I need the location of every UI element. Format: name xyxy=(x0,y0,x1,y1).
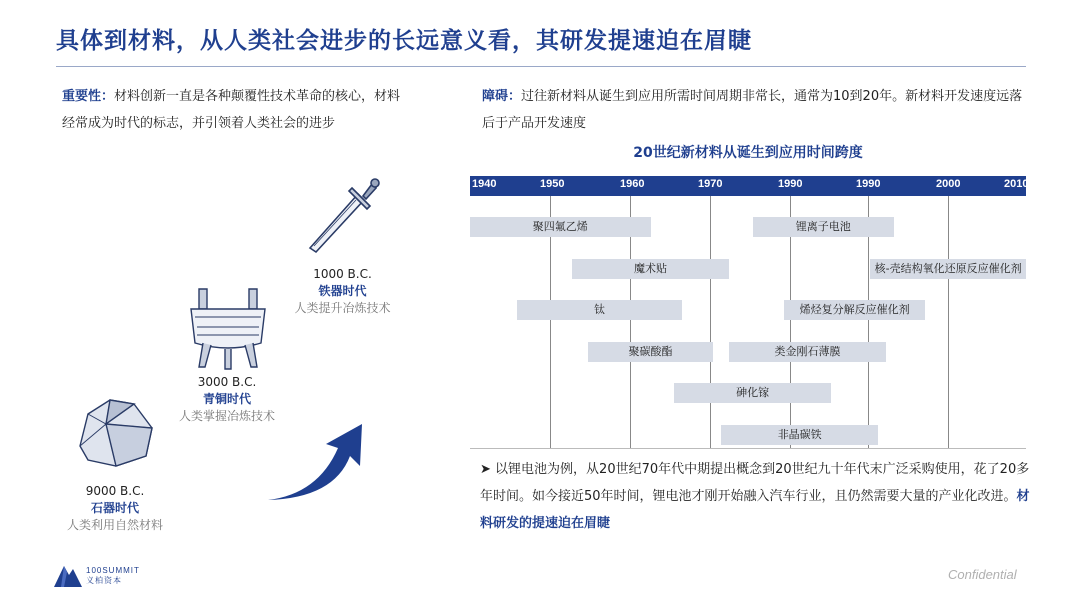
timeline-bar: 聚碳酸酯 xyxy=(588,342,714,362)
timeline-bar: 聚四氟乙烯 xyxy=(470,217,651,237)
era-bronze-desc: 人类掌握冶炼技术 xyxy=(178,409,275,423)
lithium-note xyxy=(480,456,1030,537)
timeline-bar: 核-壳结构氧化还原反应催化剂 xyxy=(870,259,1026,279)
x-tick-label: 1960 xyxy=(620,178,645,190)
stone-icon xyxy=(72,394,158,470)
title-divider xyxy=(56,66,1026,67)
timeline-bar: 烯烃复分解反应催化剂 xyxy=(784,300,925,320)
x-tick-label: 2000 xyxy=(936,178,961,190)
x-tick-label: 1990 xyxy=(856,178,881,190)
timeline-bar: 非晶碳铁 xyxy=(721,425,878,445)
timeline-bar: 魔术贴 xyxy=(572,259,729,279)
sword-icon xyxy=(300,172,386,258)
grid-line xyxy=(710,196,711,448)
bronze-ding-icon xyxy=(185,283,271,371)
chart-baseline xyxy=(470,448,1026,449)
timeline-bar: 锂离子电池 xyxy=(753,217,894,237)
era-stone-year: 9000 B.C. xyxy=(85,484,145,498)
x-tick-label: 1990 xyxy=(778,178,803,190)
x-tick-label: 1970 xyxy=(698,178,723,190)
timeline-axis xyxy=(470,176,1029,196)
x-tick-label: 1940 xyxy=(472,178,497,190)
timeline-bar: 类金刚石薄膜 xyxy=(729,342,886,362)
obstacle-text: 过往新材料从诞生到应用所需时间周期非常长，通常为10到20年。新材料开发速度远落后于产品开发速度 xyxy=(482,89,1023,131)
timeline-bar: 砷化镓 xyxy=(674,383,831,403)
note-text: 以锂电池为例，从20世纪70年代中期提出概念到20世纪九十年代末广泛采购使用，花了20多年时间。如今接近50年时间，锂电池才刚开始融入汽车行业，且仍然需要大量的产业化改进。 xyxy=(480,462,1030,504)
note-highlight: 材料研发的提速迫在眉睫 xyxy=(480,489,1030,531)
chart-title: 20世纪新材料从诞生到应用时间跨度 xyxy=(633,145,863,161)
company-logo-text xyxy=(86,566,140,586)
brand-name: 100SUMMIT xyxy=(86,566,140,575)
importance-lead: 重要性： xyxy=(62,89,115,104)
timeline-bar: 钛 xyxy=(517,300,682,320)
obstacle-lead: 障碍： xyxy=(482,89,522,104)
era-iron-year: 1000 B.C. xyxy=(313,267,372,281)
brand-name-cn: 义柏资本 xyxy=(86,576,122,585)
x-tick-label: 1950 xyxy=(540,178,565,190)
company-logo-icon xyxy=(52,560,84,588)
era-iron xyxy=(270,266,415,317)
progress-arrow-icon xyxy=(262,418,370,504)
importance-text: 材料创新一直是各种颠覆性技术革命的核心，材料经常成为时代的标志，并引领着人类社会的进步 xyxy=(62,89,401,131)
confidential-label: Confidential xyxy=(948,567,1017,582)
importance-paragraph xyxy=(62,83,402,137)
page-title: 具体到材料，从人类社会进步的长远意义看，其研发提速迫在眉睫 xyxy=(56,28,752,54)
era-bronze-year: 3000 B.C. xyxy=(197,375,257,389)
era-iron-name: 铁器时代 xyxy=(318,284,367,298)
era-stone-desc: 人类利用自然材料 xyxy=(66,518,163,532)
era-iron-desc: 人类提升冶炼技术 xyxy=(294,301,391,315)
note-bullet-icon: ➤ xyxy=(480,462,491,477)
era-bronze-name: 青铜时代 xyxy=(202,392,251,406)
obstacle-paragraph xyxy=(482,83,1028,137)
era-stone-name: 石器时代 xyxy=(90,501,139,515)
x-tick-label: 2010 xyxy=(1004,178,1029,190)
grid-line xyxy=(948,196,949,448)
era-stone xyxy=(50,483,180,534)
